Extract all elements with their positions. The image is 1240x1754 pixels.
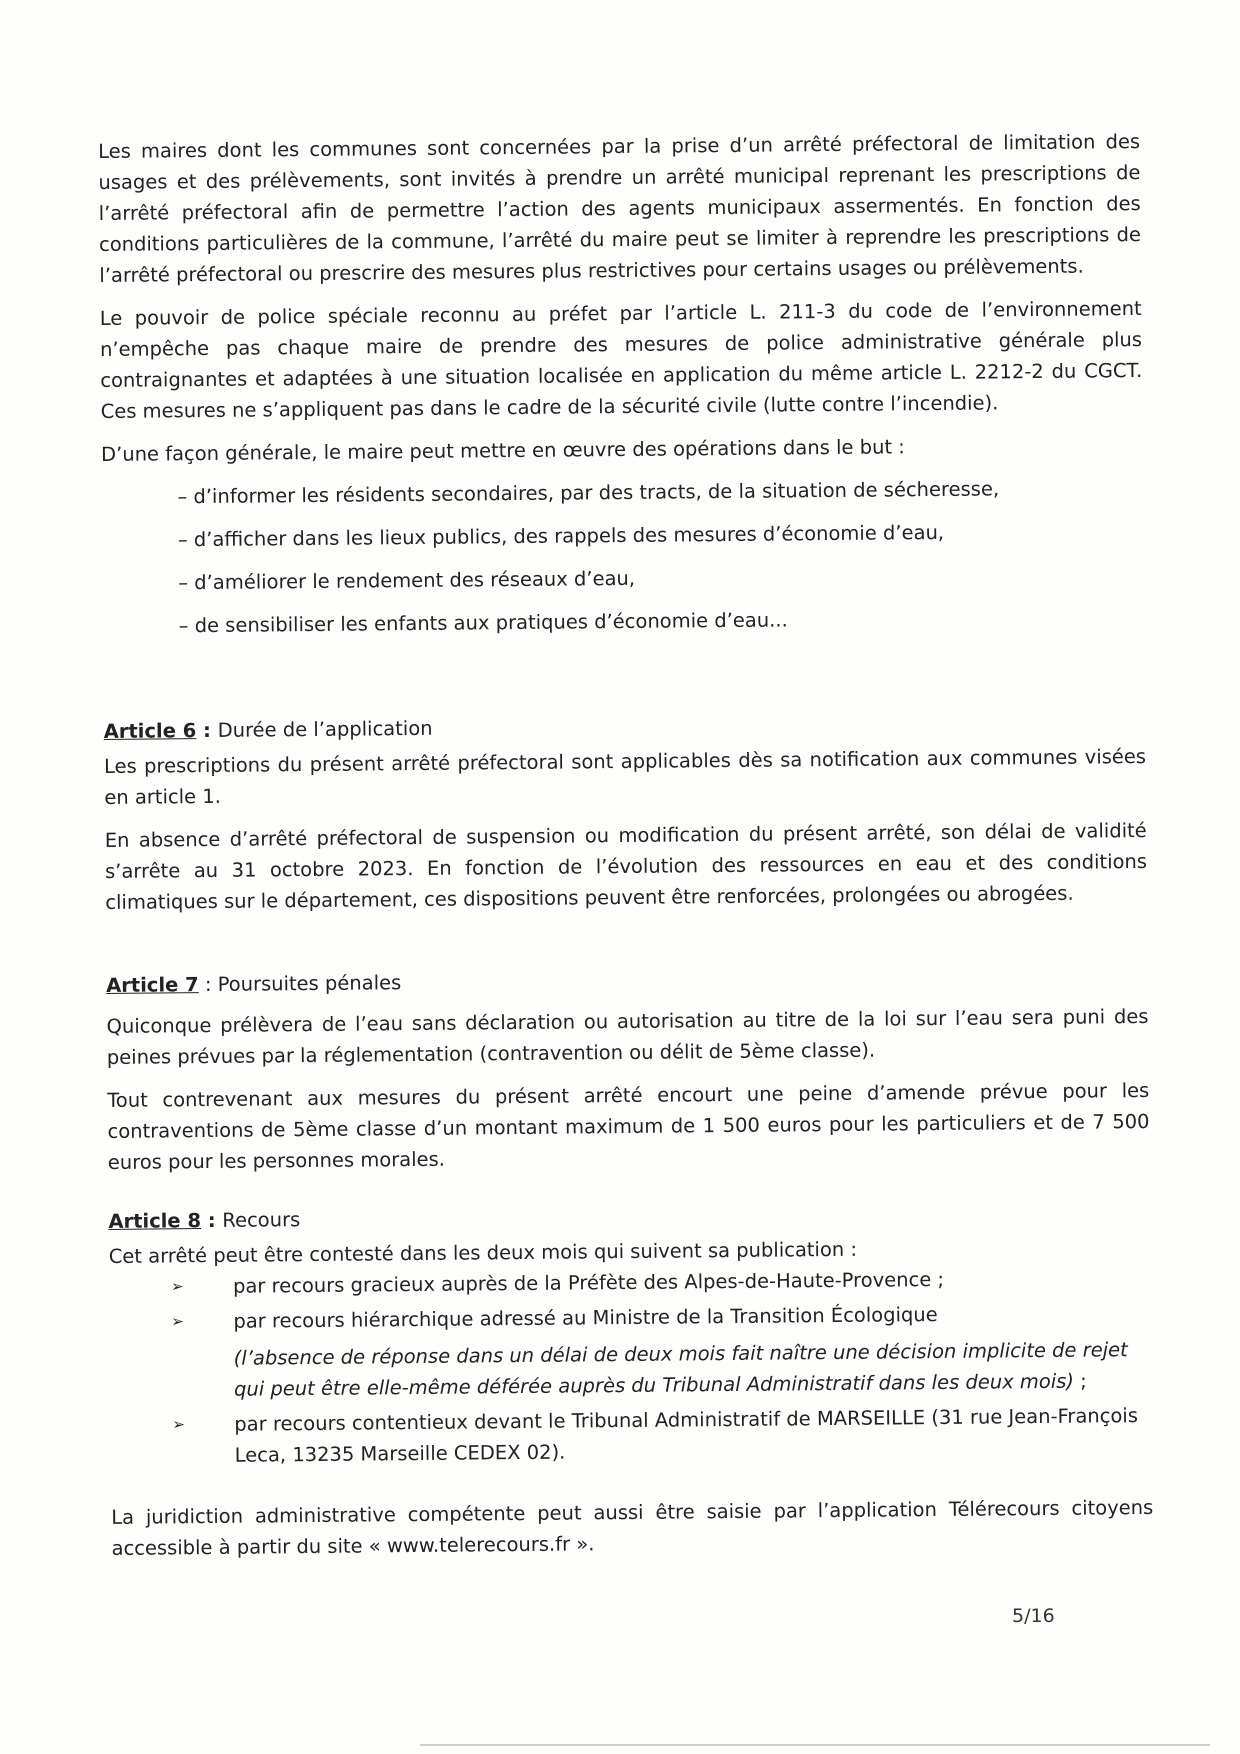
- article-8-label: Article 8: [108, 1209, 202, 1233]
- intro-paragraph-3: D’une façon générale, le maire peut mettre en œuvre des opérations dans le but :: [100, 435, 905, 466]
- recours-contentieux: par recours contentieux devant le Tribunal Administratif de MARSEILLE (31 rue Jean-François Leca, 13235 Marseille CEDEX 02).: [234, 1404, 1139, 1467]
- document-body: [98, 126, 1154, 1576]
- mayor-actions-list: [177, 472, 1144, 641]
- article-8-intro: Cet arrêté peut être contesté dans les deux mois qui suivent sa publication :: [108, 1237, 858, 1268]
- arrow-bullet-icon: ➢: [172, 1415, 186, 1434]
- article-6-paragraph-1: Les prescriptions du présent arrêté préfectoral sont applicables dès sa notification aux communes visées en article 1.: [103, 744, 1147, 809]
- list-item: – d’améliorer le rendement des réseaux d’eau,: [178, 566, 636, 595]
- arrow-bullet-icon: ➢: [170, 1277, 184, 1296]
- list-item: – d’afficher dans les lieux publics, des rappels des mesures d’économie d’eau,: [177, 520, 945, 552]
- article-8-title: Recours: [222, 1208, 301, 1232]
- intro-paragraph-1: Les maires dont les communes sont concernées par la prise d’un arrêté préfectoral de limitation des usages et des prélèvements, sont invités à prendre un arrêté municipal reprenant les prescriptions de l’arrêté préfectoral afin de permettre l’action des agents municipaux assermentés. En fonction des conditions particulières de la commune, l’arrêté du maire peut se limiter à reprendre les prescriptions de l’arrêté préfectoral ou prescrire des mesures plus restrictives pour certains usages ou prélèvements.: [98, 129, 1142, 287]
- page-number: 5/16: [1012, 1605, 1055, 1627]
- recours-hierarchique: par recours hiérarchique adressé au Ministre de la Transition Écologique: [233, 1302, 938, 1333]
- recours-note-end: ;: [1073, 1369, 1087, 1393]
- list-item: – de sensibiliser les enfants aux pratiques d’économie d’eau...: [178, 608, 788, 638]
- arrow-bullet-icon: ➢: [171, 1312, 185, 1331]
- article-6-title: Durée de l’application: [217, 716, 433, 742]
- article-6-separator: :: [196, 718, 218, 743]
- recours-hierarchique-note: [234, 1334, 1153, 1405]
- list-item: [110, 1400, 1153, 1472]
- article-7-paragraph-2: Tout contrevenant aux mesures du présent arrêté encourt une peine d’amende prévue pour les contraventions de 5ème classe d’un montant maximum de 1 500 euros pour les particuliers et de 7 500 euros pour les personnes morales.: [107, 1078, 1150, 1174]
- intro-paragraph-2: Le pouvoir de police spéciale reconnu au préfet par l’article L. 211-3 du code de l’environnement n’empêche pas chaque maire de prendre des mesures de police administrative générale plus contraignantes et adaptées à une situation localisée en application du même article L. 2212-2 du CGCT. Ces mesures ne s’appliquent pas dans le cadre de la sécurité civile (lutte contre l’incendie).: [99, 296, 1143, 423]
- list-item: [109, 1297, 1152, 1406]
- recours-list: [109, 1262, 1153, 1472]
- list-item: – d’informer les résidents secondaires, par des tracts, de la situation de sécheresse,: [177, 477, 1000, 509]
- article-6-label: Article 6: [103, 719, 197, 743]
- article-7-label: Article 7: [106, 973, 199, 997]
- telerecours-paragraph: La juridiction administrative compétente peut aussi être saisie par l’application Télérecours citoyens accessible à partir du site « www.telerecours.fr ».: [111, 1495, 1154, 1560]
- article-7-title: Poursuites pénales: [217, 971, 402, 996]
- recours-note-text: (l’absence de réponse dans un délai de deux mois fait naître une décision implicite de rejet qui peut être elle-même déférée auprès du Tribunal Administratif dans les deux mois): [233, 1338, 1128, 1401]
- article-7-paragraph-1: Quiconque prélèvera de l’eau sans déclaration ou autorisation au titre de la loi sur l’eau sera puni des peines prévues par la réglementation (contravention ou délit de 5ème classe).: [106, 1004, 1149, 1069]
- scan-edge-line: [420, 1744, 1210, 1746]
- article-6-paragraph-2: En absence d’arrêté préfectoral de suspension ou modification du présent arrêté, son délai de validité s’arrête au 31 octobre 2023. En fonction de l’évolution des ressources en eau et des conditions climatiques sur le département, ces dispositions peuvent être renforcées, prolongées ou abrogées.: [104, 818, 1148, 914]
- article-7-separator: :: [198, 972, 218, 997]
- article-8-separator: :: [200, 1208, 223, 1233]
- recours-gracieux: par recours gracieux auprès de la Préfète des Alpes-de-Haute-Provence ;: [232, 1267, 945, 1298]
